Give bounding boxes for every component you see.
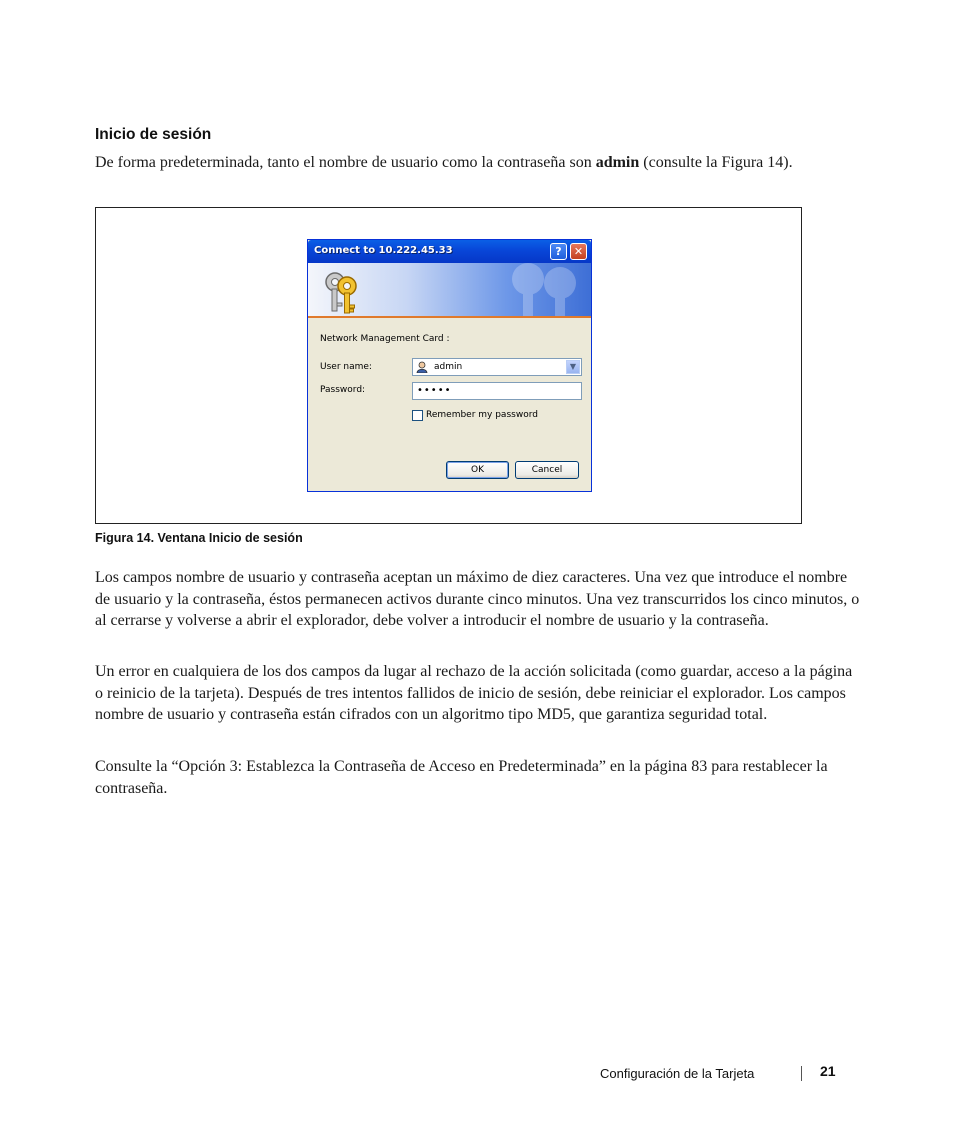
banner-keys-watermark [498, 263, 588, 317]
help-icon: ? [555, 245, 562, 258]
username-value: admin [434, 362, 463, 372]
paragraph-2: Un error en cualquiera de los dos campos da lugar al rechazo de la acción solicitada (como guardar, acceso a la página o reinicio de la tarjeta). Después de tres intentos fallidos de inicio de sesión, debe reiniciar el explorador. Los campos nombre de usuario y contraseña están cifrados con un algoritmo tipo MD5, que garantiza seguridad total. [95, 663, 853, 724]
password-label: Password: [320, 385, 366, 395]
dialog-titlebar[interactable] [308, 240, 591, 263]
realm-label: Network Management Card : [320, 334, 450, 344]
intro-paragraph [95, 152, 860, 174]
keys-icon [320, 269, 364, 315]
close-button[interactable] [570, 243, 587, 260]
page-number: 21 [820, 1063, 836, 1079]
paragraph-3: Consulte la “Opción 3: Establezca la Contraseña de Acceso en Predeterminada” en la página 83 para restablecer la contraseña. [95, 758, 828, 797]
figure-caption: Figura 14. Ventana Inicio de sesión [95, 531, 303, 545]
chevron-down-icon[interactable]: ▼ [566, 360, 580, 374]
intro-bold-admin: admin [595, 154, 640, 171]
intro-text-after: (consulte la Figura 14). [639, 154, 793, 171]
paragraph-1: Los campos nombre de usuario y contraseña aceptan un máximo de diez caracteres. Una vez que introduce el nombre de usuario y la contraseña, éstos permanecen activos durante cinco minutos. Una vez transcurridos los cinco minutos, o al cerrarse y volverse a abrir el explorador, debe volver a introducir el nombre de usuario y la contraseña. [95, 569, 860, 630]
login-dialog [307, 239, 592, 492]
help-button[interactable] [550, 243, 567, 260]
remember-checkbox[interactable] [412, 410, 423, 421]
dialog-banner [308, 263, 591, 317]
dialog-title: Connect to 10.222.45.33 [314, 245, 453, 256]
username-label: User name: [320, 362, 372, 372]
username-combobox[interactable] [412, 358, 582, 376]
close-icon: ✕ [573, 245, 584, 258]
section-heading: Inicio de sesión [95, 126, 212, 143]
ok-button[interactable]: OK [446, 461, 509, 479]
footer-separator [801, 1066, 802, 1081]
banner-divider [308, 316, 591, 318]
password-field[interactable]: ••••• [412, 382, 582, 400]
user-icon [416, 361, 428, 373]
intro-text-before: De forma predeterminada, tanto el nombre de usuario como la contraseña son [95, 154, 596, 171]
cancel-button[interactable]: Cancel [515, 461, 579, 479]
footer-section-title: Configuración de la Tarjeta [600, 1066, 755, 1081]
remember-label[interactable]: Remember my password [426, 410, 538, 420]
